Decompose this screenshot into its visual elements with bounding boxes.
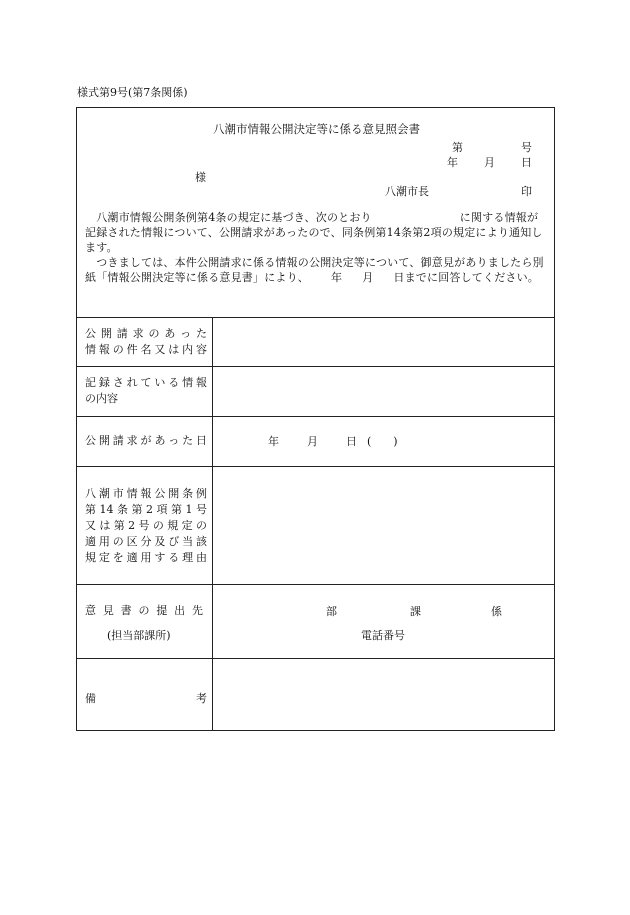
issue-date xyxy=(447,154,532,170)
addressee: 様 xyxy=(195,171,206,184)
form-frame xyxy=(76,107,555,731)
requested-info-field[interactable] xyxy=(217,322,547,362)
label-submission-office: 意見書の提出先 xyxy=(85,604,203,617)
column-divider xyxy=(212,317,213,731)
date-year: 年 xyxy=(447,156,458,169)
document-number xyxy=(452,139,532,155)
label-requested-info: 公開請求のあった 情報の件名又は内容 xyxy=(85,327,207,356)
request-date-field[interactable] xyxy=(268,433,398,449)
form-title: 八潮市情報公開決定等に係る意見照会書 xyxy=(213,122,420,136)
paragraph-2: つきましては、本件公開請求に係る情報の公開決定等について、御意見がありましたら別紙「情報公開決定等に係る意見書」により、 年 月 日までに回答してください。 xyxy=(85,256,544,284)
label-applicable-provision: 八潮市情報公開条例 第14条第2項第1号 又は第2号の規定の 適用の区分及び当該 規定を適用する理由 xyxy=(85,487,207,564)
remarks-field[interactable] xyxy=(217,664,547,726)
request-date-month: 月 xyxy=(307,435,318,448)
request-date-weekday: ( ) xyxy=(367,435,398,448)
request-date-year: 年 xyxy=(268,435,279,448)
recorded-info-field[interactable] xyxy=(217,371,547,411)
label-remarks-b: 考 xyxy=(196,692,207,705)
sender-name: 八潮市長 xyxy=(385,185,429,198)
label-request-date: 公開請求があった日 xyxy=(85,434,207,447)
row-divider xyxy=(77,658,554,659)
row-divider xyxy=(77,584,554,585)
notice-body xyxy=(85,210,547,285)
label-remarks-a: 備 xyxy=(85,692,96,705)
date-month: 月 xyxy=(484,156,495,169)
table-top-border xyxy=(77,317,554,318)
row-divider xyxy=(77,416,554,417)
number-label-go: 号 xyxy=(521,141,532,154)
paragraph-1: 八潮市情報公開条例第4条の規定に基づき、次のとおり に関する情報が記録された情報について、公開請求があったので、同条例第14条第2項の規定により通知します。 xyxy=(85,211,543,254)
phone-number-label: 電話番号 xyxy=(361,629,405,642)
label-submission-office-sub: (担当部課所) xyxy=(107,629,171,642)
sender-line xyxy=(385,183,532,199)
request-date-day: 日 xyxy=(346,435,357,448)
form-number: 様式第9号(第7条関係) xyxy=(77,86,188,99)
label-recorded-info: 記録されている情報 の内容 xyxy=(85,376,207,405)
row-divider xyxy=(77,466,554,467)
number-label-dai: 第 xyxy=(452,141,463,154)
seal-mark: 印 xyxy=(521,185,532,198)
office-kakari: 係 xyxy=(491,605,502,618)
office-bu: 部 xyxy=(326,605,337,618)
date-day: 日 xyxy=(521,156,532,169)
row-divider xyxy=(77,366,554,367)
applicable-provision-field[interactable] xyxy=(217,472,547,578)
office-ka: 課 xyxy=(410,605,421,618)
